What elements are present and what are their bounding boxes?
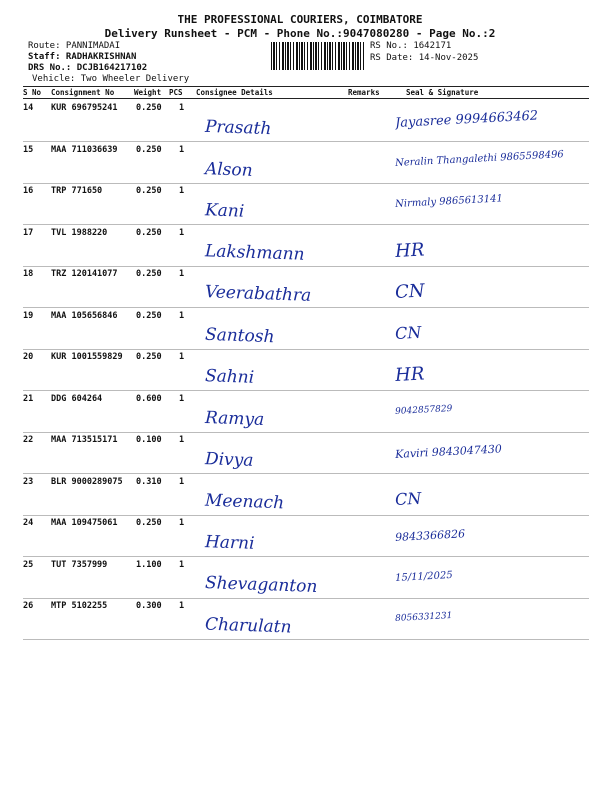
- row-divider: [23, 556, 589, 557]
- consignee-handwritten-name: Alson: [204, 159, 253, 181]
- header-top-rule: [23, 86, 589, 87]
- signature-handwriting: 15/11/2025: [394, 569, 453, 584]
- signature-handwriting: 9042857829: [394, 403, 453, 417]
- signature-handwriting: HR: [394, 363, 425, 386]
- row-weight: 0.250: [136, 269, 162, 279]
- page-subtitle: Delivery Runsheet - PCM - Phone No.:9047080280 - Page No.:2: [104, 27, 496, 40]
- row-pcs: 1: [179, 601, 185, 611]
- row-sno: 15: [23, 145, 34, 155]
- row-sno: 14: [23, 103, 34, 113]
- row-pcs: 1: [179, 560, 185, 570]
- signature-handwriting: HR: [394, 239, 425, 262]
- row-consignment-no: MAA 105656846: [51, 311, 118, 321]
- row-sno: 23: [23, 477, 34, 487]
- row-consignment-no: MAA 109475061: [51, 518, 118, 528]
- col-weight: Weight: [134, 88, 162, 97]
- row-weight: 0.250: [136, 311, 162, 321]
- signature-handwriting: 9843366826: [394, 527, 466, 544]
- signature-handwriting: Kaviri 9843047430: [394, 442, 503, 461]
- signature-handwriting: CN: [394, 488, 422, 509]
- row-pcs: 1: [179, 269, 185, 279]
- consignee-handwritten-name: Lakshmann: [204, 241, 305, 265]
- consignee-handwritten-name: Prasath: [204, 116, 272, 140]
- row-pcs: 1: [179, 477, 185, 487]
- row-consignment-no: TRP 771650: [51, 186, 103, 196]
- row-weight: 0.310: [136, 477, 162, 487]
- consignee-handwritten-name: Divya: [204, 449, 254, 471]
- row-consignment-no: KUR 696795241: [51, 103, 118, 113]
- row-weight: 0.250: [136, 518, 162, 528]
- row-pcs: 1: [179, 311, 185, 321]
- rs-date: RS Date: 14-Nov-2025: [370, 53, 479, 63]
- consignee-handwritten-name: Sahni: [204, 366, 255, 388]
- col-pcs: PCS: [169, 88, 183, 97]
- row-pcs: 1: [179, 435, 185, 445]
- consignee-handwritten-name: Harni: [204, 532, 255, 554]
- row-sno: 19: [23, 311, 34, 321]
- row-consignment-no: TUT 7357999: [51, 560, 108, 570]
- signature-handwriting: Nirmaly 9865613141: [394, 193, 504, 210]
- row-pcs: 1: [179, 518, 185, 528]
- page-title: THE PROFESSIONAL COURIERS, COIMBATORE: [177, 13, 423, 26]
- row-weight: 0.600: [136, 394, 162, 404]
- row-sno: 25: [23, 560, 34, 570]
- row-consignment-no: KUR 1001559829: [51, 352, 123, 362]
- col-sno: S No: [23, 88, 42, 97]
- row-weight: 0.250: [136, 228, 162, 238]
- row-sno: 20: [23, 352, 34, 362]
- row-weight: 0.300: [136, 601, 162, 611]
- route-label: Route: PANNIMADAI: [28, 41, 121, 51]
- row-divider: [23, 598, 589, 599]
- col-consignment: Consignment No: [51, 88, 115, 97]
- row-sno: 26: [23, 601, 34, 611]
- row-pcs: 1: [179, 145, 185, 155]
- row-divider: [23, 224, 589, 225]
- signature-handwriting: Neralin Thangalethi 9865598496: [394, 149, 565, 169]
- row-weight: 0.250: [136, 352, 162, 362]
- row-divider: [23, 515, 589, 516]
- signature-handwriting: 8056331231: [394, 610, 453, 624]
- row-pcs: 1: [179, 186, 185, 196]
- col-consignee: Consignee Details: [196, 88, 273, 97]
- row-consignment-no: MAA 711036639: [51, 145, 118, 155]
- row-weight: 0.100: [136, 435, 162, 445]
- row-divider: [23, 349, 589, 350]
- vehicle-label: Vehicle: Two Wheeler Delivery: [32, 74, 190, 84]
- row-divider: [23, 307, 589, 308]
- header-bottom-rule: [23, 98, 589, 99]
- row-weight: 0.250: [136, 145, 162, 155]
- row-consignment-no: BLR 9000289075: [51, 477, 123, 487]
- row-consignment-no: MTP 5102255: [51, 601, 108, 611]
- row-weight: 0.250: [136, 186, 162, 196]
- row-divider: [23, 473, 589, 474]
- row-pcs: 1: [179, 352, 185, 362]
- consignee-handwritten-name: Kani: [204, 200, 245, 222]
- consignee-handwritten-name: Shevaganton: [204, 573, 318, 597]
- row-consignment-no: TRZ 120141077: [51, 269, 118, 279]
- consignee-handwritten-name: Ramya: [204, 407, 265, 431]
- row-sno: 16: [23, 186, 34, 196]
- row-divider: [23, 639, 589, 640]
- row-weight: 0.250: [136, 103, 162, 113]
- row-divider: [23, 432, 589, 433]
- consignee-handwritten-name: Meenach: [204, 490, 285, 514]
- consignee-handwritten-name: Veerabathra: [204, 282, 312, 306]
- col-remarks: Remarks: [348, 88, 380, 97]
- row-sno: 24: [23, 518, 34, 528]
- signature-handwriting: CN: [394, 322, 422, 343]
- row-pcs: 1: [179, 394, 185, 404]
- row-consignment-no: DDG 604264: [51, 394, 103, 404]
- row-consignment-no: MAA 713515171: [51, 435, 118, 445]
- row-divider: [23, 141, 589, 142]
- row-sno: 21: [23, 394, 34, 404]
- row-sno: 18: [23, 269, 34, 279]
- row-sno: 17: [23, 228, 34, 238]
- row-divider: [23, 183, 589, 184]
- row-consignment-no: TVL 1988220: [51, 228, 108, 238]
- row-weight: 1.100: [136, 560, 162, 570]
- row-sno: 22: [23, 435, 34, 445]
- barcode-image: [271, 42, 365, 70]
- consignee-handwritten-name: Charulatn: [204, 614, 292, 638]
- drs-label: DRS No.: DCJB164217102: [28, 63, 148, 73]
- consignee-handwritten-name: Santosh: [204, 324, 275, 348]
- row-pcs: 1: [179, 228, 185, 238]
- row-divider: [23, 266, 589, 267]
- row-pcs: 1: [179, 103, 185, 113]
- signature-handwriting: CN: [394, 280, 426, 303]
- col-seal: Seal & Signature: [406, 88, 479, 97]
- staff-label: Staff: RADHAKRISHNAN: [28, 52, 137, 62]
- row-divider: [23, 390, 589, 391]
- signature-handwriting: Jayasree 9994663462: [394, 108, 539, 131]
- rs-number: RS No.: 1642171: [370, 41, 452, 51]
